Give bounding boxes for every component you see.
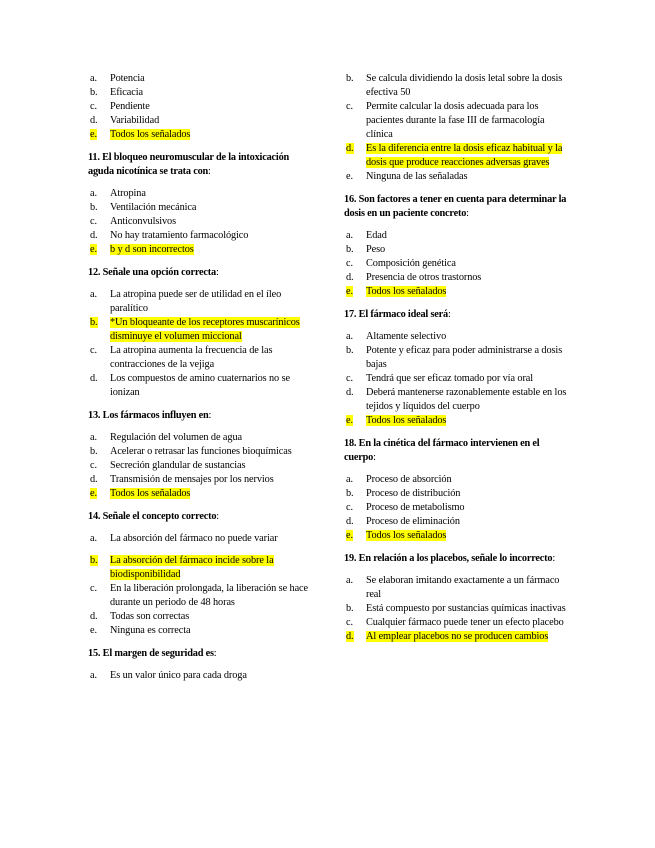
option-letter: b. (346, 488, 354, 499)
answer-option (88, 288, 310, 316)
option-letter: e. (90, 244, 97, 255)
option-letter: c. (90, 216, 97, 227)
option-letter: a. (90, 188, 97, 199)
answer-option (88, 624, 310, 638)
right-column (344, 72, 572, 644)
option-letter: b. (346, 73, 354, 84)
answer-option (88, 100, 310, 114)
option-letter: b. (90, 202, 98, 213)
option-text: Todos los señalados (366, 530, 447, 541)
answer-option (344, 72, 572, 100)
option-text: Atropina (110, 188, 146, 199)
option-letter: e. (346, 171, 353, 182)
question-text: 11. El bloqueo neuromuscular de la intoxicación aguda nicotínica se trata con (88, 152, 290, 177)
option-letter: c. (90, 345, 97, 356)
option-text: En la liberación prolongada, la liberación se hace durante un periodo de 48 horas (110, 583, 308, 608)
q15-options-continued (344, 72, 572, 184)
question-text: 15. El margen de seguridad es (88, 648, 214, 659)
option-letter: c. (346, 101, 353, 112)
answer-option (88, 582, 310, 610)
q13-title (88, 409, 310, 423)
answer-option (344, 574, 572, 602)
answer-option (88, 532, 310, 546)
question-text: 18. En la cinética del fármaco intervienen en el cuerpo (344, 438, 540, 463)
answer-option (88, 459, 310, 473)
option-text: Se elaboran imitando exactamente a un fármaco real (366, 575, 560, 600)
option-letter: d. (346, 631, 354, 642)
option-text: Cualquier fármaco puede tener un efecto placebo (366, 617, 564, 628)
answer-option (88, 473, 310, 487)
answer-option (344, 285, 572, 299)
answer-option (344, 170, 572, 184)
q15-title (88, 647, 310, 661)
answer-option (344, 243, 572, 257)
option-letter: b. (346, 603, 354, 614)
question-colon: : (215, 267, 219, 278)
answer-option (88, 316, 310, 344)
option-text: Todos los señalados (366, 286, 447, 297)
option-text: b y d son incorrectos (110, 244, 194, 255)
question-colon: : (216, 511, 219, 522)
option-text: *Un bloqueante de los receptores muscarínicos disminuye el volumen miccional (110, 317, 300, 342)
answer-option (344, 100, 572, 142)
answer-option (344, 616, 572, 630)
option-text: Todos los señalados (110, 488, 191, 499)
question-text: 16. Son factores a tener en cuenta para determinar la dosis en un paciente concreto (344, 194, 567, 219)
option-text: No hay tratamiento farmacológico (110, 230, 249, 241)
answer-option (344, 529, 572, 543)
answer-option (344, 257, 572, 271)
option-letter: d. (90, 611, 98, 622)
option-text: Permite calcular la dosis adecuada para los pacientes durante la fase III de farmacología clínica (366, 101, 545, 140)
answer-option (88, 215, 310, 229)
option-letter: a. (90, 289, 97, 300)
option-text: Acelerar o retrasar las funciones bioquímicas (110, 446, 292, 457)
option-text: Ninguna de las señaladas (366, 171, 468, 182)
q11-options (88, 187, 310, 257)
question-colon: : (373, 452, 376, 463)
question-text: 13. Los fármacos influyen en (88, 410, 209, 421)
option-letter: e. (90, 488, 97, 499)
option-letter: d. (346, 143, 354, 154)
q18-title (344, 437, 572, 465)
answer-option (344, 602, 572, 616)
q16-options (344, 229, 572, 299)
option-text: Presencia de otros trastornos (366, 272, 482, 283)
q16-title (344, 193, 572, 221)
option-text: La atropina puede ser de utilidad en el íleo paralítico (110, 289, 282, 314)
option-letter: c. (90, 460, 97, 471)
option-text: Los compuestos de amino cuaternarios no se ionizan (110, 373, 290, 398)
option-letter: e. (346, 286, 353, 297)
option-letter: c. (346, 502, 353, 513)
answer-option (88, 344, 310, 372)
q13-options (88, 431, 310, 501)
option-letter: a. (90, 73, 97, 84)
option-text: Es un valor único para cada droga (110, 670, 247, 681)
q17-options (344, 330, 572, 428)
option-letter: d. (90, 115, 98, 126)
option-letter: a. (346, 331, 353, 342)
option-text: Variabilidad (110, 115, 160, 126)
answer-option (88, 72, 310, 86)
option-text: Pendiente (110, 101, 150, 112)
option-letter: c. (346, 617, 353, 628)
option-text: Está compuesto por sustancias químicas inactivas (366, 603, 566, 614)
question-colon: : (208, 166, 211, 177)
answer-option (88, 431, 310, 445)
q12-options (88, 288, 310, 400)
answer-option (88, 372, 310, 400)
option-text: Composición genética (366, 258, 456, 269)
question-colon: : (208, 410, 212, 421)
answer-option (344, 473, 572, 487)
answer-option (88, 554, 310, 582)
option-letter: e. (90, 625, 97, 636)
option-text: Peso (366, 244, 386, 255)
option-text: Ventilación mecánica (110, 202, 197, 213)
option-text: Secreción glandular de sustancias (110, 460, 246, 471)
option-text: Regulación del volumen de agua (110, 432, 242, 443)
option-text: La absorción del fármaco incide sobre la biodisponibilidad (110, 555, 274, 580)
q19-options (344, 574, 572, 644)
q11-title (88, 151, 310, 179)
option-letter: d. (346, 516, 354, 527)
answer-option (344, 630, 572, 644)
answer-option (344, 515, 572, 529)
option-text: Eficacia (110, 87, 143, 98)
option-letter: b. (90, 87, 98, 98)
option-letter: c. (90, 583, 97, 594)
question-text: 19. En relación a los placebos, señale lo incorrecto (344, 553, 553, 564)
question-colon: : (552, 553, 555, 564)
q14-title (88, 510, 310, 524)
option-text: Todos los señalados (366, 415, 447, 426)
option-text: Es la diferencia entre la dosis eficaz habitual y la dosis que produce reacciones adversas graves (366, 143, 563, 168)
option-text: Al emplear placebos no se producen cambios (366, 631, 549, 642)
question-text: 14. Señale el concepto correcto (88, 511, 217, 522)
option-letter: d. (90, 230, 98, 241)
answer-option (344, 330, 572, 344)
option-letter: a. (346, 575, 353, 586)
left-column (88, 72, 310, 683)
question-colon: : (447, 309, 451, 320)
option-text: Ninguna es correcta (110, 625, 191, 636)
option-letter: e. (346, 530, 353, 541)
option-text: Se calcula dividiendo la dosis letal sobre la dosis efectiva 50 (366, 73, 563, 98)
option-letter: d. (346, 387, 354, 398)
answer-option (88, 229, 310, 243)
answer-option (88, 445, 310, 459)
option-letter: c. (346, 258, 353, 269)
option-text: Anticonvulsivos (110, 216, 177, 227)
answer-option (88, 243, 310, 257)
option-letter: a. (90, 670, 97, 681)
option-letter: c. (346, 373, 353, 384)
answer-option (344, 372, 572, 386)
option-letter: d. (346, 272, 354, 283)
q10-options (88, 72, 310, 142)
q14-options (88, 554, 310, 638)
answer-option (88, 86, 310, 100)
question-text: 12. Señale una opción correcta (88, 267, 216, 278)
option-text: Proceso de distribución (366, 488, 461, 499)
option-text: La absorción del fármaco no puede variar (110, 533, 278, 544)
answer-option (88, 487, 310, 501)
option-letter: e. (90, 129, 97, 140)
option-text: Potente y eficaz para poder administrarse a dosis bajas (366, 345, 563, 370)
option-text: Proceso de eliminación (366, 516, 460, 527)
option-letter: a. (90, 533, 97, 544)
option-letter: b. (90, 317, 98, 328)
option-letter: c. (90, 101, 97, 112)
option-text: Todos los señalados (110, 129, 191, 140)
option-letter: b. (346, 244, 354, 255)
q14-option-a (88, 532, 310, 546)
option-letter: d. (90, 373, 98, 384)
q15-options (88, 669, 310, 683)
answer-option (88, 114, 310, 128)
answer-option (344, 487, 572, 501)
option-letter: a. (346, 230, 353, 241)
q12-title (88, 266, 310, 280)
option-text: Proceso de absorción (366, 474, 452, 485)
option-text: Todas son correctas (110, 611, 190, 622)
option-letter: e. (346, 415, 353, 426)
answer-option (344, 229, 572, 243)
q17-title (344, 308, 572, 322)
option-text: Altamente selectivo (366, 331, 447, 342)
option-text: Transmisión de mensajes por los nervios (110, 474, 274, 485)
answer-option (344, 414, 572, 428)
q19-title (344, 552, 572, 566)
option-text: Tendrá que ser eficaz tomado por vía oral (366, 373, 534, 384)
option-letter: b. (90, 555, 98, 566)
option-text: Potencia (110, 73, 145, 84)
answer-option (88, 187, 310, 201)
option-letter: b. (90, 446, 98, 457)
answer-option (344, 271, 572, 285)
option-text: Proceso de metabolismo (366, 502, 465, 513)
answer-option (88, 128, 310, 142)
answer-option (344, 142, 572, 170)
option-letter: a. (346, 474, 353, 485)
question-colon: : (213, 648, 217, 659)
answer-option (88, 610, 310, 624)
option-letter: b. (346, 345, 354, 356)
answer-option (88, 669, 310, 683)
q18-options (344, 473, 572, 543)
option-text: La atropina aumenta la frecuencia de las contracciones de la vejiga (110, 345, 273, 370)
option-text: Deberá mantenerse razonablemente estable en los tejidos y líquidos del cuerpo (366, 387, 567, 412)
answer-option (344, 344, 572, 372)
question-colon: : (466, 208, 469, 219)
option-text: Edad (366, 230, 387, 241)
answer-option (88, 201, 310, 215)
option-letter: a. (90, 432, 97, 443)
answer-option (344, 501, 572, 515)
option-letter: d. (90, 474, 98, 485)
question-text: 17. El fármaco ideal será (344, 309, 448, 320)
answer-option (344, 386, 572, 414)
